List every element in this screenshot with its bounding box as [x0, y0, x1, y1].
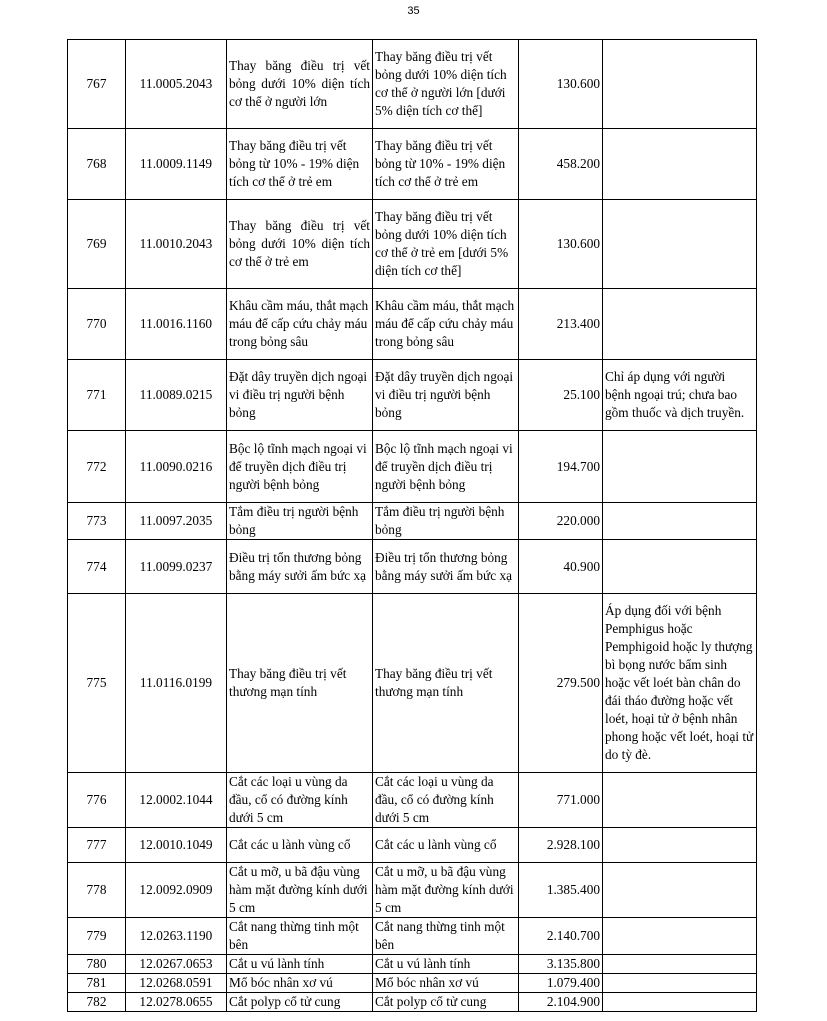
row-number: 767 — [68, 40, 126, 129]
row-number: 779 — [68, 918, 126, 955]
service-code: 12.0267.0653 — [126, 955, 227, 974]
service-code: 11.0016.1160 — [126, 289, 227, 360]
service-name-approved: Cắt u vú lành tính — [373, 955, 519, 974]
service-price: 2.928.100 — [519, 828, 603, 863]
service-price: 2.104.900 — [519, 993, 603, 1012]
table-row — [68, 828, 757, 863]
service-price: 130.600 — [519, 40, 603, 129]
service-note — [603, 863, 757, 918]
service-name: Cắt nang thừng tinh một bên — [227, 918, 373, 955]
service-code: 11.0090.0216 — [126, 431, 227, 503]
service-name-approved: Mổ bóc nhân xơ vú — [373, 974, 519, 993]
service-price: 3.135.800 — [519, 955, 603, 974]
service-note: Áp dụng đối với bệnh Pemphigus hoặc Pemphigoid hoặc ly thượng bì bọng nước bẩm sinh hoặc vết loét bàn chân do đái tháo đường hoặc vết loét, hoại tử ở bệnh nhân phong hoặc vết loét, hoại tử do tỳ đè. — [603, 594, 757, 773]
row-number: 781 — [68, 974, 126, 993]
service-note — [603, 993, 757, 1012]
service-note — [603, 918, 757, 955]
table-row — [68, 503, 757, 540]
service-name: Thay băng điều trị vết bỏng dưới 10% diện tích cơ thể ở trẻ em — [227, 200, 373, 289]
service-name: Cắt u vú lành tính — [227, 955, 373, 974]
service-price: 220.000 — [519, 503, 603, 540]
service-note — [603, 828, 757, 863]
table-row — [68, 594, 757, 773]
table-row — [68, 129, 757, 200]
row-number: 775 — [68, 594, 126, 773]
service-name: Mổ bóc nhân xơ vú — [227, 974, 373, 993]
table-row — [68, 289, 757, 360]
service-name-approved: Cắt polyp cổ tử cung — [373, 993, 519, 1012]
service-code: 11.0099.0237 — [126, 540, 227, 594]
row-number: 774 — [68, 540, 126, 594]
service-name-approved: Khâu cầm máu, thắt mạch máu để cấp cứu chảy máu trong bỏng sâu — [373, 289, 519, 360]
service-code: 12.0010.1049 — [126, 828, 227, 863]
row-number: 782 — [68, 993, 126, 1012]
service-name-approved: Thay băng điều trị vết bỏng dưới 10% diện tích cơ thể ở trẻ em [dưới 5% diện tích cơ thể] — [373, 200, 519, 289]
service-note — [603, 200, 757, 289]
service-code: 11.0116.0199 — [126, 594, 227, 773]
service-code: 11.0089.0215 — [126, 360, 227, 431]
service-name: Điều trị tổn thương bỏng bằng máy sưởi ấm bức xạ — [227, 540, 373, 594]
service-name: Thay băng điều trị vết bỏng dưới 10% diện tích cơ thể ở người lớn — [227, 40, 373, 129]
service-price: 40.900 — [519, 540, 603, 594]
service-code: 12.0278.0655 — [126, 993, 227, 1012]
service-name-approved: Thay băng điều trị vết bỏng từ 10% - 19% diện tích cơ thể ở trẻ em — [373, 129, 519, 200]
service-name: Cắt các loại u vùng da đầu, cổ có đường kính dưới 5 cm — [227, 773, 373, 828]
service-name-approved: Bộc lộ tĩnh mạch ngoại vi để truyền dịch điều trị người bệnh bỏng — [373, 431, 519, 503]
service-note — [603, 773, 757, 828]
table-row — [68, 40, 757, 129]
row-number: 780 — [68, 955, 126, 974]
service-name: Thay băng điều trị vết bỏng từ 10% - 19% diện tích cơ thể ở trẻ em — [227, 129, 373, 200]
service-note — [603, 974, 757, 993]
service-name-approved: Thay băng điều trị vết bỏng dưới 10% diện tích cơ thể ở người lớn [dưới 5% diện tích cơ thể] — [373, 40, 519, 129]
service-note — [603, 955, 757, 974]
table-row — [68, 955, 757, 974]
service-price: 771.000 — [519, 773, 603, 828]
service-code: 11.0097.2035 — [126, 503, 227, 540]
row-number: 777 — [68, 828, 126, 863]
service-price: 1.385.400 — [519, 863, 603, 918]
service-name: Cắt polyp cổ tử cung — [227, 993, 373, 1012]
row-number: 772 — [68, 431, 126, 503]
service-name-approved: Cắt các u lành vùng cổ — [373, 828, 519, 863]
row-number: 771 — [68, 360, 126, 431]
service-name-approved: Cắt u mỡ, u bã đậu vùng hàm mặt đường kính dưới 5 cm — [373, 863, 519, 918]
service-note — [603, 503, 757, 540]
service-note — [603, 129, 757, 200]
row-number: 770 — [68, 289, 126, 360]
table-row — [68, 863, 757, 918]
service-name-approved: Đặt dây truyền dịch ngoại vi điều trị người bệnh bỏng — [373, 360, 519, 431]
service-note — [603, 289, 757, 360]
service-name: Cắt các u lành vùng cổ — [227, 828, 373, 863]
row-number: 773 — [68, 503, 126, 540]
service-name: Khâu cầm máu, thắt mạch máu để cấp cứu chảy máu trong bỏng sâu — [227, 289, 373, 360]
service-code: 12.0268.0591 — [126, 974, 227, 993]
service-note — [603, 40, 757, 129]
table-row — [68, 360, 757, 431]
service-name-approved: Thay băng điều trị vết thương mạn tính — [373, 594, 519, 773]
service-name-approved: Điều trị tổn thương bỏng bằng máy sưởi ấm bức xạ — [373, 540, 519, 594]
service-price: 194.700 — [519, 431, 603, 503]
service-name: Thay băng điều trị vết thương mạn tính — [227, 594, 373, 773]
service-price: 458.200 — [519, 129, 603, 200]
service-name-approved: Cắt nang thừng tinh một bên — [373, 918, 519, 955]
table-row — [68, 773, 757, 828]
service-code: 11.0005.2043 — [126, 40, 227, 129]
row-number: 778 — [68, 863, 126, 918]
service-name-approved: Cắt các loại u vùng da đầu, cổ có đường kính dưới 5 cm — [373, 773, 519, 828]
service-price: 1.079.400 — [519, 974, 603, 993]
service-price: 2.140.700 — [519, 918, 603, 955]
table-row — [68, 200, 757, 289]
service-price-table — [67, 39, 757, 1012]
service-name: Tắm điều trị người bệnh bỏng — [227, 503, 373, 540]
service-code: 12.0002.1044 — [126, 773, 227, 828]
row-number: 776 — [68, 773, 126, 828]
page-number: 35 — [407, 5, 420, 17]
service-name-approved: Tắm điều trị người bệnh bỏng — [373, 503, 519, 540]
service-price: 130.600 — [519, 200, 603, 289]
service-note — [603, 431, 757, 503]
service-note: Chỉ áp dụng với người bệnh ngoại trú; chưa bao gồm thuốc và dịch truyền. — [603, 360, 757, 431]
service-code: 11.0009.1149 — [126, 129, 227, 200]
service-price: 279.500 — [519, 594, 603, 773]
table-row — [68, 974, 757, 993]
service-price: 213.400 — [519, 289, 603, 360]
service-name: Cắt u mỡ, u bã đậu vùng hàm mặt đường kính dưới 5 cm — [227, 863, 373, 918]
row-number: 768 — [68, 129, 126, 200]
service-price: 25.100 — [519, 360, 603, 431]
row-number: 769 — [68, 200, 126, 289]
service-code: 12.0092.0909 — [126, 863, 227, 918]
table-row — [68, 431, 757, 503]
table-row — [68, 918, 757, 955]
service-note — [603, 540, 757, 594]
service-code: 11.0010.2043 — [126, 200, 227, 289]
table-row — [68, 993, 757, 1012]
service-name: Bộc lộ tĩnh mạch ngoại vi để truyền dịch điều trị người bệnh bỏng — [227, 431, 373, 503]
service-name: Đặt dây truyền dịch ngoại vi điều trị người bệnh bỏng — [227, 360, 373, 431]
table-row — [68, 540, 757, 594]
service-code: 12.0263.1190 — [126, 918, 227, 955]
